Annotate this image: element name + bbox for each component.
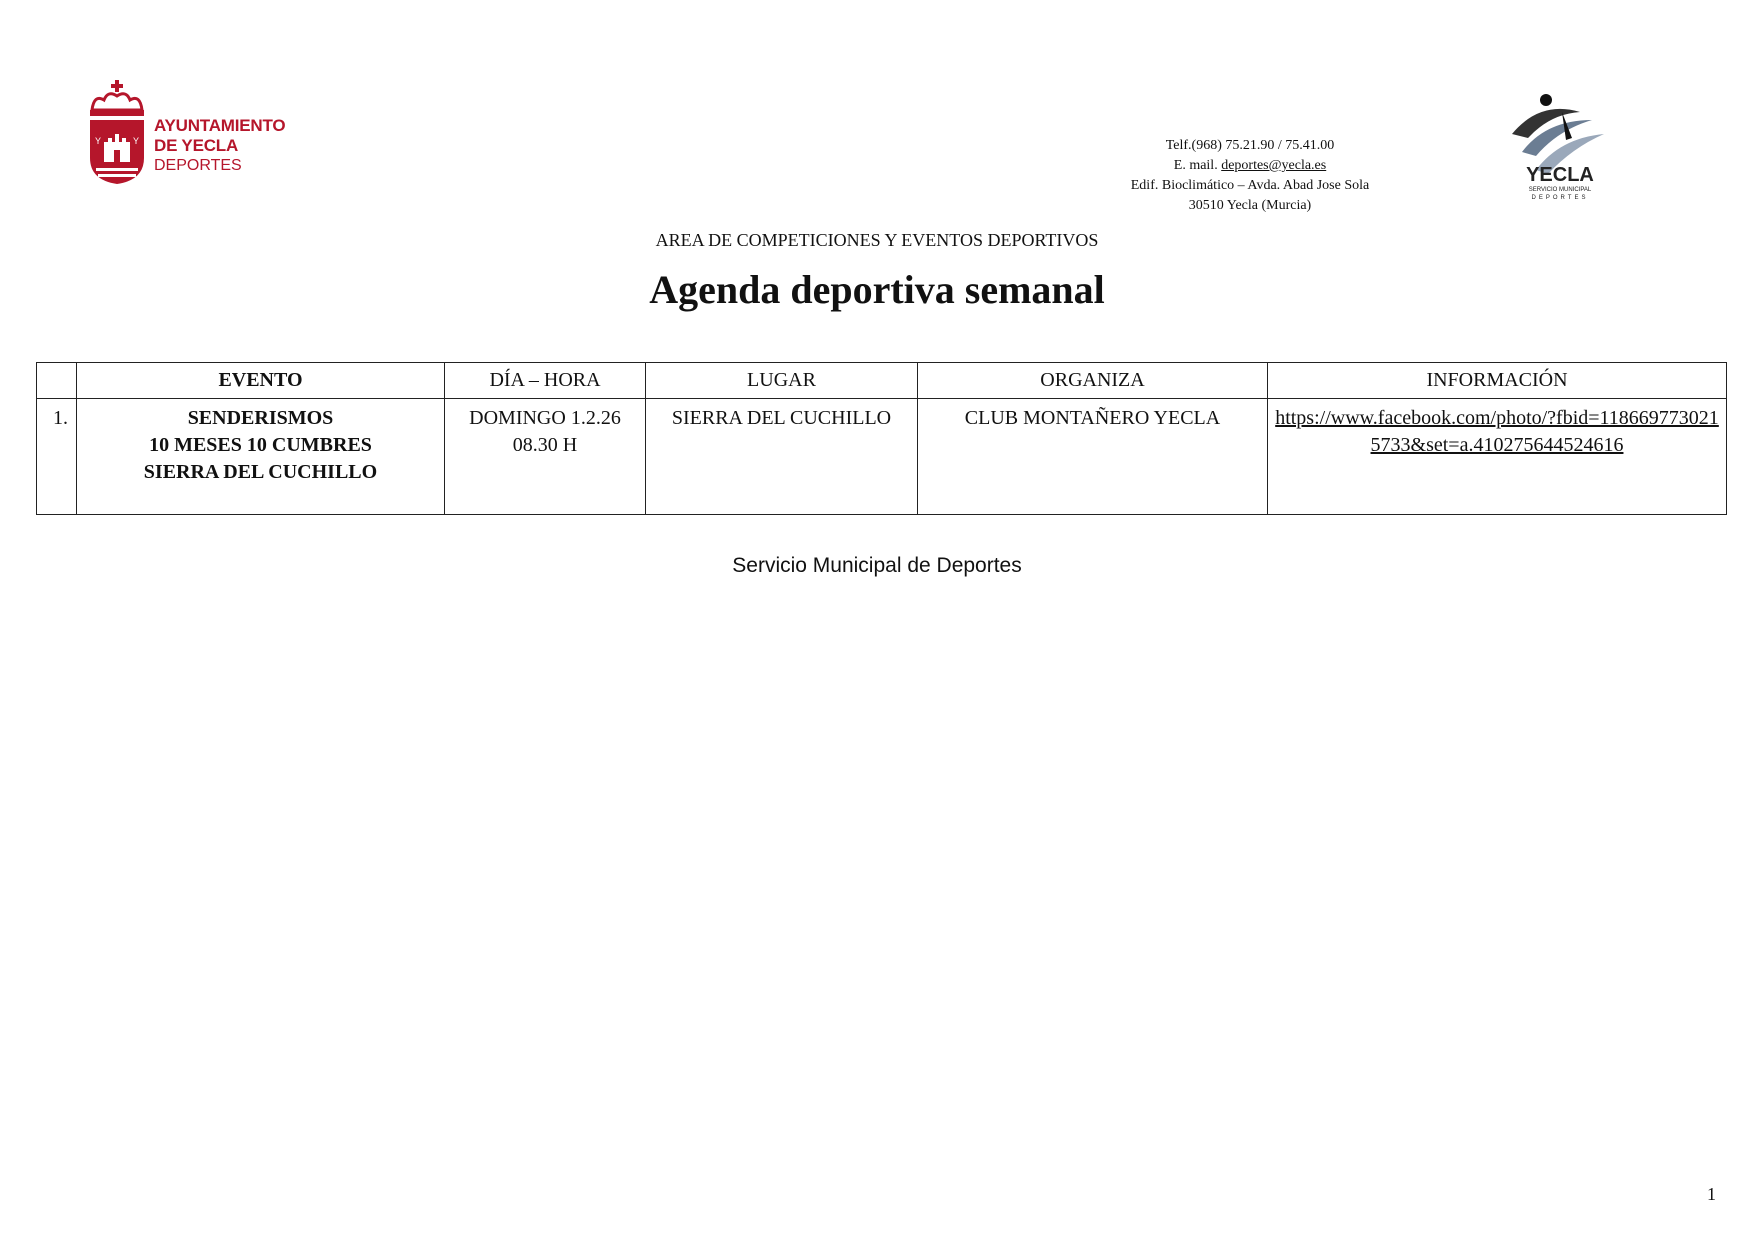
col-header-dia-hora: DÍA – HORA: [445, 363, 646, 399]
col-header-evento: EVENTO: [77, 363, 445, 399]
col-header-lugar: LUGAR: [646, 363, 918, 399]
table-row: [37, 399, 1727, 515]
col-header-informacion: INFORMACIÓN: [1268, 363, 1727, 399]
hora-line: 08.30 H: [512, 434, 578, 456]
logo-line-2: DE YECLA: [154, 136, 239, 155]
col-header-organiza: ORGANIZA: [918, 363, 1268, 399]
contact-email-label: E. mail.: [1173, 158, 1218, 173]
contact-email-line: [1080, 156, 1420, 176]
page-number: 1: [1707, 1184, 1716, 1204]
ayuntamiento-logo: [86, 80, 326, 188]
sports-figure-icon: [1500, 90, 1620, 208]
agenda-table: [36, 362, 1727, 515]
contact-phone: Telf.(968) 75.21.90 / 75.41.00: [1165, 138, 1335, 153]
evento-line-1: SENDERISMOS: [187, 407, 334, 429]
logo-sub2-text: DEPORTES: [1531, 195, 1589, 201]
svg-text:Y: Y: [133, 136, 140, 146]
contact-email-link[interactable]: deportes@yecla.es: [1221, 158, 1327, 173]
dia-line: DOMINGO 1.2.26: [469, 407, 621, 429]
cell-num: 1.: [37, 399, 77, 515]
table-header-row: [37, 363, 1727, 399]
cell-dia-hora: [445, 399, 646, 515]
col-header-num: [37, 363, 77, 399]
contact-address: Edif. Bioclimático – Avda. Abad Jose Sola: [1130, 178, 1370, 193]
area-title: AREA DE COMPETICIONES Y EVENTOS DEPORTIVOS: [655, 230, 1099, 250]
logo-line-1: AYUNTAMIENTO: [154, 116, 286, 135]
logo-line-3: DEPORTES: [154, 157, 242, 174]
contact-city: 30510 Yecla (Murcia): [1188, 198, 1312, 213]
yecla-sports-logo: [1500, 90, 1620, 208]
cell-organiza: CLUB MONTAÑERO YECLA: [918, 399, 1268, 515]
contact-block: [1080, 136, 1420, 216]
evento-line-3: SIERRA DEL CUCHILLO: [143, 461, 378, 483]
cell-evento: [77, 399, 445, 515]
coat-of-arms-icon: [86, 80, 150, 186]
svg-text:Y: Y: [95, 136, 102, 146]
logo-yecla-text: YECLA: [1526, 164, 1594, 186]
facebook-link[interactable]: https://www.facebook.com/photo/?fbid=1186697730215733&set=a.410275644524616: [1275, 407, 1719, 456]
cell-lugar: SIERRA DEL CUCHILLO: [646, 399, 918, 515]
footer-text: Servicio Municipal de Deportes: [732, 554, 1022, 577]
evento-line-2: 10 MESES 10 CUMBRES: [149, 434, 372, 456]
logo-sub-text: SERVICIO MUNICIPAL: [1528, 187, 1592, 193]
page-title: Agenda deportiva semanal: [649, 267, 1105, 312]
cell-informacion: [1268, 399, 1727, 515]
